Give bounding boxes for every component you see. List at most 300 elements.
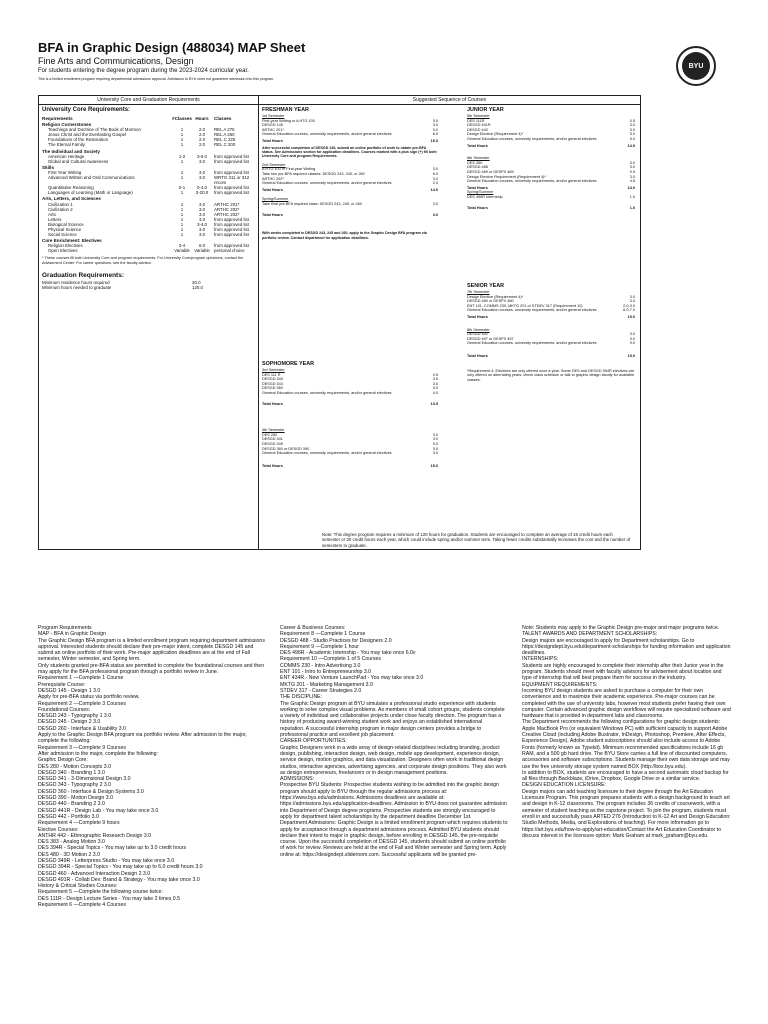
- semester-label: 3rd Semester: [262, 368, 285, 372]
- course-list: [467, 195, 635, 200]
- requirement-courses: REL A 275: [214, 127, 235, 133]
- course-hours: 2.0-3.0: [623, 303, 635, 308]
- body-paragraph: MKTG 201 - Marketing Management 3.0: [280, 681, 373, 688]
- course-name: General Education courses, university requirements, and/or general electives: [467, 341, 597, 346]
- body-paragraph: Prerequisite Course:: [38, 681, 86, 688]
- course-name: DESGD 145: [262, 123, 283, 128]
- body-paragraph: Requirement 5 —Complete the following course twice:: [38, 889, 163, 896]
- requirement-classes: 1: [180, 232, 184, 238]
- body-paragraph: Incoming BYU design students are asked to purchase a computer for their own convenience and to maximize their academic experience. Pre-major courses can be completed with the use of university labs, however most students prefer having their own computer. Certain advanced graphic design workflows will require specialized software and hardware that is provided in department labs and classrooms.: [522, 687, 731, 720]
- requirement-name: Letters: [48, 216, 62, 222]
- requirement-hours: 2.0: [198, 142, 206, 148]
- total-value: 1.0: [629, 205, 635, 210]
- requirement-courses: from approved list: [214, 153, 249, 159]
- total-row: [262, 213, 438, 218]
- requirement-hours: 3.0: [198, 169, 206, 175]
- total-value: 15.0: [627, 314, 635, 319]
- course-name: ARTHC 201*: [262, 127, 284, 132]
- seal-text: BYU: [682, 52, 710, 80]
- course-hours: 3.0: [629, 332, 635, 337]
- body-paragraph: Requirement 3 —Complete 9 Courses: [38, 744, 126, 751]
- freshman-year: [262, 107, 438, 240]
- grad-value: 30.0: [192, 279, 201, 285]
- requirement-group-title: Skills: [42, 164, 55, 170]
- course-hours: 3.0: [432, 201, 438, 206]
- course-hours: 3.0: [432, 446, 438, 451]
- requirement-name: Civilization 1: [48, 201, 73, 207]
- requirement-courses: from approved list: [214, 243, 249, 249]
- course-row: [262, 451, 438, 456]
- course-name: ARTHC 202*: [262, 176, 284, 181]
- requirement-hours: 3.0: [198, 211, 206, 217]
- body-paragraph: DES 280 - Motion Concepts 3.0: [38, 763, 111, 770]
- course-hours: 9.0: [629, 341, 635, 346]
- scholarships-column: [522, 625, 732, 839]
- col-requirements: Requirements: [42, 116, 73, 121]
- total-label: Total Hours: [467, 185, 488, 190]
- body-paragraph: STDEV 317 - Career Strategies 2.0: [280, 687, 362, 694]
- body-paragraph: Apply to the Graphic Design BFA program via portfolio review. After admission to the major, complete the following:: [38, 732, 247, 745]
- requirement-classes: 1: [180, 137, 184, 143]
- requirement-classes: 1: [180, 226, 184, 232]
- requirement-classes: 1: [180, 201, 184, 207]
- final-note: Note: This degree program requires a minimum of 120 hours for graduation. Students are encouraged to complete an average of 15 credit hours each semester or 30 credit hours each year, which could include spring and/or summer term. Taking fewer credits substantially increases the cost and the number of semesters to graduate.: [322, 532, 631, 548]
- body-paragraph: Students are highly encouraged to complete their internship after their Junior year in the program. Students should meet with faculty advisors for advisement about location and type of internship that will best prepare them for success in the industry.: [522, 662, 724, 682]
- course-hours: 3.0: [432, 118, 438, 123]
- requirement-name: Teachings and Doctrine of The Book of Mormon: [48, 127, 141, 133]
- total-label: Total Hours: [262, 138, 283, 143]
- course-name: Design Elective (Requirement 4)*: [467, 294, 524, 299]
- course-name: DES 111R: [467, 118, 485, 123]
- body-paragraph: Only students granted pre-BFA status are permitted to complete the foundational courses and then may apply for the BFA professional program through a portfolio review in June.: [38, 662, 265, 676]
- requirement-name: First Year Writing: [48, 169, 82, 175]
- course-list: [262, 167, 438, 185]
- course-hours: 4.5: [629, 179, 635, 184]
- body-paragraph: DESGD 442 - Portfolio 3.0: [38, 813, 99, 820]
- body-paragraph: Requirement 2 —Complete 3 Courses: [38, 700, 126, 707]
- course-name: General Education courses, university requirements, and/or general electives: [262, 181, 392, 186]
- body-paragraph: DESIGN EDUCATION LICENSURE:: [522, 782, 607, 789]
- course-row: [262, 132, 438, 137]
- requirement-courses: ARTHC 201*: [214, 201, 240, 207]
- body-paragraph: DESGD 243 - Typography 1 3.0: [38, 713, 112, 720]
- requirement-group-title: Religion Cornerstones: [42, 122, 92, 128]
- program-requirements-column: [38, 625, 266, 908]
- grad-label: Minimum hours needed to graduate: [42, 284, 112, 290]
- semester-label: Spring/Summer: [467, 190, 494, 195]
- semester-label: 8th Semester: [467, 327, 490, 332]
- requirement-courses: from approved list: [214, 226, 249, 232]
- course-name: First-year Writing or A HTG 100: [262, 118, 315, 123]
- total-label: Total Hours: [467, 314, 488, 319]
- total-row: [467, 354, 635, 359]
- course-name: Design Elective Requirement (Requirement 4)*: [467, 174, 546, 179]
- requirement-classes: 1: [180, 175, 184, 181]
- course-hours: 3.0: [629, 165, 635, 170]
- subtitle: For students entering the degree program during the 2023-2024 curricular year.: [38, 68, 249, 74]
- grad-label: Minimum residence hours required: [42, 279, 110, 285]
- total-row: [467, 315, 635, 320]
- requirement-name: Global and Cultural Awareness: [48, 158, 109, 164]
- course-hours: 3.0: [432, 167, 438, 172]
- body-paragraph: DESGD 441R - Design Lab - You may take once 3.0: [38, 807, 159, 814]
- body-paragraph: Note: Students may apply to the Graphic Design pre-major and major programs twice.: [522, 625, 720, 631]
- requirement-courses: WRTG 311 or 312 recom: [214, 175, 250, 186]
- requirement-classes: 1: [180, 158, 184, 164]
- junior-year: [467, 107, 635, 210]
- course-name: ENT 101, COMMS 230, MKTG 201 or STDEV 317 (Requirement 10): [467, 303, 583, 308]
- course-list: [262, 373, 438, 396]
- semester-label: 5th Semester: [467, 114, 490, 118]
- requirement-name: Open Electives: [48, 248, 78, 254]
- requirement-courses: REL C 225: [214, 137, 236, 143]
- course-list: [467, 295, 635, 313]
- sophomore-year: [262, 361, 438, 468]
- requirement-name: American Heritage: [48, 153, 85, 159]
- body-paragraph: ENT 434R - New Venture LaunchPad - You may take once 3.0: [280, 675, 424, 682]
- course-hours: 3.0: [629, 123, 635, 128]
- body-paragraph: DES 496R - Academic Internship - You may take once 6.0v: [280, 650, 416, 657]
- body-paragraph: Requirement 10 —Complete 1 of 5 Courses: [280, 656, 381, 663]
- course-name: DESGD 349: [262, 441, 283, 446]
- course-name: General Education courses, university requirements, and/or general electives: [467, 136, 597, 141]
- requirement-name: Advanced Written and Oral Communications: [48, 175, 135, 181]
- requirement-classes: 1: [180, 169, 184, 175]
- year-title: FRESHMAN YEAR: [262, 107, 309, 113]
- course-row: [467, 179, 635, 184]
- body-paragraph: DESGD 491R - Collab Dev: Brand & Strategy - You may take once 3.0: [38, 876, 200, 883]
- requirement-classes: 1: [180, 211, 184, 217]
- requirement-hours: Variable: [194, 248, 210, 254]
- course-name: DESGD 489 or DESPX 489: [467, 169, 514, 174]
- body-paragraph: COMMS 230 - Intro Advertising 3.0: [280, 662, 361, 669]
- requirement-classes: 1: [180, 190, 184, 196]
- total-row: [262, 139, 438, 144]
- body-paragraph: Department Admissions: Graphic Design is a limited enrollment program which requires students to apply for acceptance through a department admissions process. Admitted BYU students should declare their intent to major in graphic design, before enrolling in DESGD 145, the pre-requisite course. Upon the successful completion of DESGD 145, students should submit an online portfolio of work for review. Reviews are held at the end of Fall and Winter semester and Spring term. Apply online at: https://designdept.slideroom.com. Successful applicants will be granted pre-: [280, 820, 508, 858]
- course-name: DESGD 442: [467, 332, 488, 337]
- body-paragraph: Career & Business Courses:: [280, 625, 346, 631]
- body-paragraph: Design majors can add teaching licensure to their degree through the Art Education Licensure Program. This program prepares students with a design background to teach art and design in K-12 classrooms. The program includes 36 credits of coursework, with a semester of student teaching as the capstone project. To join the program, students must enroll in and successfully pass ARTED 276 (Introduction to K-12 Art and Design Education: Studio Methods, Media, and Explorations of teaching). For more information go to https://art.byu.edu/how-to-apply/art-education/Contact the Art Education Coordinator to discuss interest in the licensure option: Mark Graham at mark_graham@byu.edu.: [522, 788, 731, 839]
- body-paragraph: THE DISCIPLINE:: [280, 694, 323, 701]
- total-label: Total Hours: [262, 187, 283, 192]
- requirement-classes: 1: [180, 127, 184, 133]
- course-row: [467, 137, 635, 142]
- requirement-hours: 2.0: [198, 132, 206, 138]
- course-hours: 0.5: [629, 118, 635, 123]
- course-name: Take final pre-BFA required class: DESGD 243, 245, or 260: [262, 201, 362, 206]
- grad-value: 120.0: [192, 284, 203, 290]
- body-paragraph: MAP - BFA in Graphic Design: [38, 631, 106, 638]
- requirement-courses: REL A 250: [214, 132, 235, 138]
- body-paragraph: Design majors are encouraged to apply for Department scholarships. Go to https://designdept.byu.edu/department-scholarships for funding information and application deadlines.: [522, 637, 731, 657]
- body-paragraph: DESGD 145 - Design 1 3.0: [38, 687, 101, 694]
- body-paragraph: Foundational Courses:: [38, 706, 91, 713]
- senior-year: [467, 283, 635, 382]
- right-heading: Suggested Sequence of Courses: [259, 96, 640, 105]
- left-heading: University Core and Graduation Requirements: [39, 96, 259, 105]
- course-hours: 3.0: [629, 127, 635, 132]
- course-list: [467, 119, 635, 142]
- requirement-classes: 0-1: [178, 185, 186, 191]
- col-classes: #Classes: [172, 116, 192, 121]
- course-row: [262, 181, 438, 186]
- course-hours: 5.0: [629, 136, 635, 141]
- requirement-classes: 1: [180, 221, 184, 227]
- body-paragraph: DESGD 341 - 3-Dimensional Design 3.0: [38, 776, 131, 783]
- body-paragraph: Requirement 4 —Complete 9 hours: [38, 820, 120, 827]
- course-hours: 3.0: [432, 451, 438, 456]
- semester-label: 2nd Semester: [262, 162, 286, 167]
- course-hours: 0.5: [629, 169, 635, 174]
- semester-label: Spring/Summer: [262, 197, 289, 202]
- requirement-group-title: Core Enrichment: Electives: [42, 238, 102, 244]
- body-paragraph: DESGD 394R - Special Topics - You may take up to 6.0 credit hours 3.0: [38, 864, 203, 871]
- requirement-name: Social Science: [48, 232, 77, 238]
- body-paragraph: ENT 101 - Intro to Entrepreneurship 3.0: [280, 669, 372, 676]
- course-hours: 6.0-7.0: [623, 308, 635, 313]
- course-name: A HTG 100 or First-year Writing: [262, 167, 316, 172]
- requirement-courses: from approved list: [214, 185, 249, 191]
- course-list: [262, 202, 438, 207]
- requirement-courses: ARTHC 202*: [214, 211, 240, 217]
- body-paragraph: ANTHR 442 - Ethnographic Research Design 3.0: [38, 832, 152, 839]
- requirement-groups: [42, 122, 255, 253]
- course-hours: 0.5: [432, 372, 438, 377]
- course-name: Design Elective (Requirement 4)*: [467, 132, 524, 137]
- requirement-courses: personal choice: [214, 248, 245, 254]
- course-hours: 4.0: [432, 390, 438, 395]
- course-hours: 2.0: [432, 181, 438, 186]
- total-label: Total Hours: [467, 353, 488, 358]
- body-paragraph: DESGD 349R - Letterpress Studio - You may take once 3.0: [38, 857, 175, 864]
- body-paragraph: In addition to BOX, students are encouraged to have a second automatic cloud backup for all files through Backblaze, iDrive, Dropbox, Google Drive or a similar service.: [522, 769, 729, 783]
- course-list: [262, 433, 438, 456]
- course-list: [262, 119, 438, 137]
- semester-label: 7th Semester: [467, 290, 490, 294]
- total-row: [262, 464, 438, 469]
- requirement-name: Jesus Christ and the Everlasting Gospel: [48, 132, 127, 138]
- body-paragraph: Apply for pre-BFA status via portfolio review.: [38, 694, 140, 701]
- course-hours: 3.0: [432, 377, 438, 382]
- sequence-panel: [260, 105, 641, 549]
- course-name: General Education courses, university requirements, and/or general electives: [262, 132, 392, 137]
- body-paragraph: The Department recommends the following configurations for graphic design students: Apple MacBook Pro (or equivalent Windows PC) with sufficient capacity to support Adobe Creative Cloud (including Adobe Illustrator, InDesign, Photoshop, Premiere, After Effects, Experience Design). Adobe student subscriptions should also include access to Adobe Fonts (formerly known as Typekit). Minimum recommended specifications include 16 gb RAM, and a 500 gb hard drive. The BYU Store carries a full line of discounted computers, accessories and software subscriptions. Students manage their own data storage and may use the free university storage system named BOX (http://box.byu.edu).: [522, 719, 730, 770]
- course-hours: 3.0: [629, 160, 635, 165]
- requirement-hours: 3.0: [198, 206, 206, 212]
- semester-label: 4th Semester: [262, 428, 285, 433]
- requirement-hours: 3.0: [198, 158, 206, 164]
- requirement-courses: from approved list: [214, 169, 249, 175]
- body-paragraph: DESGD 460 - Advanced Interaction Design 2 3.0: [38, 870, 151, 877]
- course-hours: 3.0: [432, 381, 438, 386]
- course-row: [467, 308, 635, 313]
- requirement-hours: 3.0: [198, 175, 206, 181]
- requirement-name: Foundations of the Restoration: [48, 137, 109, 143]
- course-name: Take two pre-BFA required classes: DESGD 243, 245, or 260: [262, 171, 365, 176]
- body-paragraph: DESGD 340 - Branding 1 3.0: [38, 769, 105, 776]
- course-list: [467, 332, 635, 346]
- requirement-classes: 3-4: [178, 243, 186, 249]
- year-title: SENIOR YEAR: [467, 283, 505, 289]
- total-row: [467, 206, 635, 211]
- total-label: Total Hours: [467, 205, 488, 210]
- course-hours: 3.0: [432, 432, 438, 437]
- body-paragraph: DESGD 260 - Interface & Usability 3.0: [38, 725, 126, 732]
- course-row: [262, 202, 438, 207]
- requirement-hours: 3-6.0: [196, 153, 207, 159]
- body-paragraph: DESGD 390 - Motion Design 3.0: [38, 795, 113, 802]
- course-row: [467, 341, 635, 346]
- requirement-name: Languages of Learning (Math or Language): [48, 190, 133, 196]
- body-paragraph: Program Requirements: [38, 625, 92, 631]
- body-paragraph: Prospective BYU Students: Prospective students wishing to be admitted into the graphic design program should apply to BYU through the regular admissions process at: https://www.byu.edu/admissions. Admissions deadlines are available at: https://admissions.byu.edu/application-deadlines. Admission to BYU does not guarantee admission into Department of Design degree programs. Prospective students are strongly encouraged to apply for department talent scholarships by the department deadline December 1st.: [280, 782, 507, 820]
- course-name: DESGD 360 or DESGD 390: [262, 446, 310, 451]
- requirement-hours: 3.0: [198, 216, 206, 222]
- course-hours: 3.0: [432, 386, 438, 391]
- requirement-name: Religion Electives: [48, 243, 83, 249]
- course-name: DESGD 441R: [467, 123, 491, 128]
- body-paragraph: DES 394R - Special Topics - You may take up to 3.0 credit hours: [38, 845, 187, 852]
- total-label: Total Hours: [262, 401, 283, 406]
- body-paragraph: EQUIPMENT REQUIREMENTS:: [522, 681, 598, 688]
- requirement-hours: 3.0: [198, 232, 206, 238]
- course-hours: 3.0: [629, 132, 635, 137]
- total-value: 15.0: [430, 138, 438, 143]
- course-name: DES 280: [262, 432, 278, 437]
- course-name: DESGD 360: [262, 386, 283, 391]
- requirement-group-title: Arts, Letters, and Sciences: [42, 196, 101, 202]
- course-hours: 6.0: [432, 132, 438, 137]
- total-value: 15.0: [430, 463, 438, 468]
- body-paragraph: CAREER OPPORTUNITIES:: [280, 738, 347, 745]
- total-value: 3.0: [432, 212, 438, 217]
- core-footnote: * These courses fill both University Core and program requirements. For University Core/program questions, contact the Advisement Center. For career questions, see the faculty advisor.: [42, 256, 244, 266]
- requirement-row: [42, 190, 255, 195]
- body-paragraph: DESGD 440 - Branding 2 3.0: [38, 801, 105, 808]
- body-paragraph: Graphic Design Core:: [38, 757, 88, 764]
- body-paragraph: INTERNSHIPS:: [522, 656, 559, 663]
- course-name: DESGD 440: [467, 127, 488, 132]
- requirement-hours: 2.0: [198, 127, 206, 133]
- body-paragraph: Requirement 1 —Complete 1 Course: [38, 675, 124, 682]
- requirement-hours: 0-4.0: [196, 185, 207, 191]
- body-paragraph: TALENT AWARDS AND DEPARTMENT SCHOLARSHIPS:: [522, 631, 658, 638]
- requirement-row: [42, 175, 255, 185]
- course-hours: 3.0: [629, 294, 635, 299]
- total-label: Total Hours: [262, 212, 283, 217]
- body-paragraph: Graphic Designers work in a wide array of design-related disciplines including branding, product design, publishing, interaction design, web design, mobile app development, experience design, service design, motion graphics, and data visualization. Designers often work in traditional design studios, interactive agencies, advertising agencies, and corporate design positions. They also work as design entrepreneurs, freelancers or in design management positions.: [280, 744, 507, 776]
- requirement-name: Biological Science: [48, 221, 84, 227]
- course-row: [262, 391, 438, 396]
- course-name: General Education courses, university requirements, and/or general electives: [262, 451, 392, 456]
- body-paragraph: DESGD 245 - Design 2 3.0: [38, 719, 101, 726]
- requirement-courses: from approved list: [214, 221, 249, 227]
- freshman-note: After successful completion of DESGD 145, submit an online portfolio of work to obtain pre-BFA status. See Admissions section for application deadlines. Courses marked with a plus sign (+) fill both University Core and program Requirements.: [262, 145, 437, 159]
- requirement-classes: 1: [180, 142, 184, 148]
- requirement-classes: 1-2: [178, 153, 186, 159]
- grad-row: [42, 285, 255, 290]
- body-paragraph: After admission to the major, complete the following:: [38, 750, 158, 757]
- requirement-group-title: The Individual and Society: [42, 148, 100, 154]
- requirement-hours: 2.0: [198, 137, 206, 143]
- discipline-column: [280, 625, 508, 858]
- body-paragraph: Requirement 6 —Complete 4 Courses: [38, 902, 126, 909]
- body-paragraph: DESGD 343 - Typography 2 3.0: [38, 782, 112, 789]
- body-paragraph: DES 111R - Design Lecture Series - You may take 2 times 0.5: [38, 895, 180, 902]
- semester-label: 6th Semester: [467, 156, 490, 161]
- requirement-row: [42, 248, 255, 253]
- map-table: [38, 95, 641, 550]
- requirement-name: Civilization 2: [48, 206, 73, 212]
- requirement-row: [42, 232, 255, 237]
- semester-label: 1st Semester: [262, 114, 285, 118]
- course-list: [467, 161, 635, 184]
- total-row: [262, 402, 438, 407]
- body-paragraph: Requirement 8 —Complete 1 Course: [280, 631, 366, 638]
- course-name: DESGD 340: [262, 377, 283, 382]
- course-name: DES 496R Internship: [467, 194, 503, 199]
- requirement-classes: Variable: [174, 248, 190, 254]
- requirement-courses: ARTHC 202*: [214, 206, 240, 212]
- requirement-4-note: *Requirement 4: Electives are only offered once a year. Some DES and DESGD 394R electives are only offered on alternating years; check class schedule or talk to graphic design faculty for available classes.: [467, 368, 635, 382]
- course-hours: 3.0: [432, 437, 438, 442]
- requirement-classes: 1: [180, 206, 184, 212]
- body-paragraph: DESGD 360 - Interface & Design Systems 3.0: [38, 788, 144, 795]
- year-title: SOPHOMORE YEAR: [262, 361, 315, 367]
- requirement-hours: 6.0: [198, 243, 206, 249]
- col-classes-list: Classes: [214, 116, 232, 121]
- course-hours: 3.0: [432, 441, 438, 446]
- course-name: DESGD 341: [262, 437, 283, 442]
- graduation-requirements: [42, 272, 255, 290]
- total-label: Total Hours: [262, 463, 283, 468]
- course-name: General Education courses, university requirements, and/or general electives: [262, 390, 392, 395]
- requirement-classes: 1: [180, 216, 184, 222]
- byu-seal-logo: [676, 46, 716, 86]
- course-name: DES 350: [467, 160, 483, 165]
- requirement-courses: from approved list: [214, 216, 249, 222]
- body-paragraph: History & Critical Studies Courses:: [38, 883, 118, 890]
- body-paragraph: The Graphic Design BFA program is a limited enrollment program requiring department admissions approval. Interested students should declare their pre-major intent, complete DESGD 145 and submit an online portfolio of their work. Pre-major application deadlines are at the end of Fall semester, Winter semester, and Spring term.: [38, 637, 265, 663]
- requirement-row: [42, 142, 255, 147]
- course-hours: 3.0: [629, 299, 635, 304]
- body-paragraph: DES 383 - Analog Motion 3.0: [38, 839, 105, 846]
- course-hours: 3.0: [629, 336, 635, 341]
- requirement-courses: from approved list: [214, 190, 249, 196]
- total-value: 13.5: [430, 401, 438, 406]
- body-paragraph: Elective Courses:: [38, 826, 79, 833]
- core-title: University Core Requirements:: [42, 107, 131, 113]
- college-name: Fine Arts and Communications, Design: [38, 56, 194, 66]
- requirement-name: Quantitative Reasoning: [48, 185, 94, 191]
- core-header-row: [42, 116, 255, 121]
- requirement-hours: 3-4.0: [196, 221, 207, 227]
- total-value: 14.0: [627, 185, 635, 190]
- requirement-hours: 3-20.0: [195, 190, 209, 196]
- course-name: General Education courses, university requirements, and/or general electives: [467, 308, 597, 313]
- requirement-name: Arts: [48, 211, 56, 217]
- requirement-courses: from approved list: [214, 158, 249, 164]
- course-hours: 6.0: [432, 171, 438, 176]
- page-title: BFA in Graphic Design (488034) MAP Sheet: [38, 40, 306, 55]
- requirement-name: Physical Science: [48, 226, 82, 232]
- university-core-panel: [39, 105, 259, 549]
- body-paragraph: The Graphic Design program at BYU simulates a professional studio experience with students working to solve complex visual problems. As members of small cohort groups, students complete a variety of individual and collaborative projects under close faculty direction. The program has a history of producing award-winning student work and enjoys an established international reputation. A successful internship program in major design centers provides a bridge to professional practice and excellent job placement.: [280, 700, 505, 739]
- total-row: [262, 188, 438, 193]
- body-paragraph: DESGD 488 - Studio Practices for Designers 2.0: [280, 637, 392, 644]
- total-value: 15.0: [627, 353, 635, 358]
- course-name: DESGD 343: [262, 381, 283, 386]
